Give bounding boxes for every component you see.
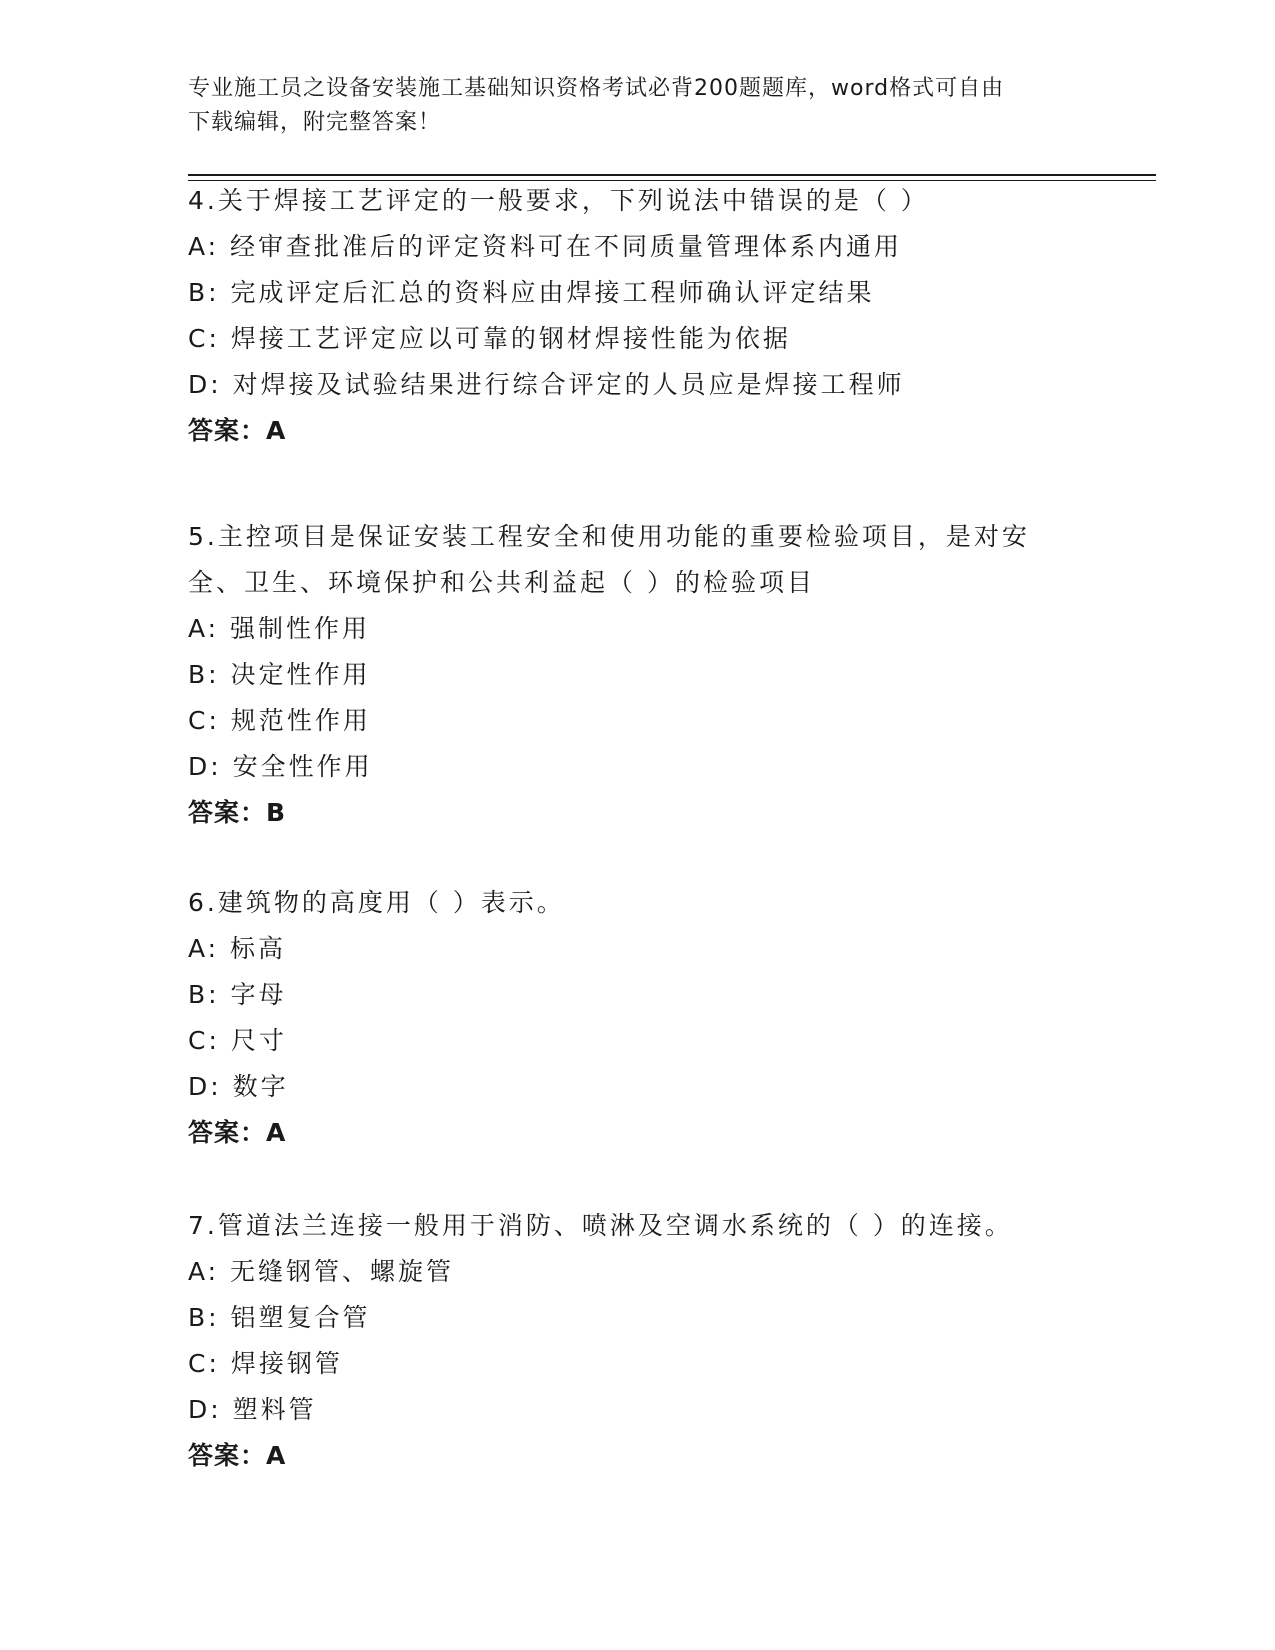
answer: 答案：A [188, 416, 287, 445]
option-b: B: 决定性作用 [188, 660, 371, 689]
question-stem: 4.关于焊接工艺评定的一般要求，下列说法中错误的是（ ） [188, 186, 929, 215]
option-d: D: 塑料管 [188, 1395, 317, 1424]
option-a: A: 标高 [188, 934, 287, 963]
option-a: A: 经审查批准后的评定资料可在不同质量管理体系内通用 [188, 232, 903, 261]
question-7 [188, 1203, 1068, 1479]
option-c: C: 焊接工艺评定应以可靠的钢材焊接性能为依据 [188, 324, 791, 353]
question-stem: 7.管道法兰连接一般用于消防、喷淋及空调水系统的（ ）的连接。 [188, 1211, 1013, 1240]
option-d: D: 对焊接及试验结果进行综合评定的人员应是焊接工程师 [188, 370, 905, 399]
question-stem: 6.建筑物的高度用（ ）表示。 [188, 888, 565, 917]
option-a: A: 强制性作用 [188, 614, 371, 643]
option-c: C: 尺寸 [188, 1026, 287, 1055]
option-c: C: 焊接钢管 [188, 1349, 343, 1378]
option-b: B: 铝塑复合管 [188, 1303, 371, 1332]
option-d: D: 数字 [188, 1072, 289, 1101]
option-a: A: 无缝钢管、螺旋管 [188, 1257, 455, 1286]
question-5 [188, 514, 1068, 836]
option-b: B: 完成评定后汇总的资料应由焊接工程师确认评定结果 [188, 278, 875, 307]
answer: 答案：B [188, 798, 287, 827]
answer: 答案：A [188, 1441, 287, 1470]
question-6 [188, 880, 1068, 1156]
header-line-2: 下载编辑，附完整答案！ [188, 110, 442, 135]
header-divider [188, 174, 1156, 176]
document-header [188, 72, 1068, 140]
question-stem-line-1: 5.主控项目是保证安装工程安全和使用功能的重要检验项目，是对安 [188, 522, 1030, 551]
question-4 [188, 178, 1068, 454]
option-d: D: 安全性作用 [188, 752, 373, 781]
answer: 答案：A [188, 1118, 287, 1147]
header-line-1: 专业施工员之设备安装施工基础知识资格考试必背200题题库，word格式可自由 [188, 76, 1005, 101]
question-stem-line-2: 全、卫生、环境保护和公共利益起（ ）的检验项目 [188, 568, 815, 597]
option-b: B: 字母 [188, 980, 287, 1009]
option-c: C: 规范性作用 [188, 706, 371, 735]
